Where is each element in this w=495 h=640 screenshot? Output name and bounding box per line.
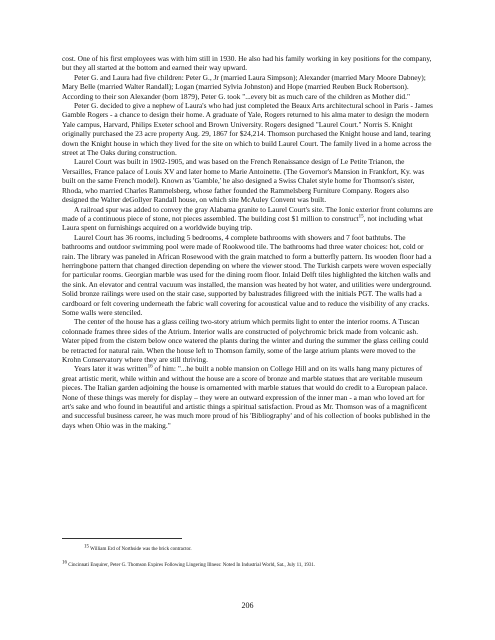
footnote-16: $^{16}$ Cincinnati Enquirer, Peter G. Thomson Expires Following Lingering Illness: Noted In Industrial World, Sat., July 11, 1931. bbox=[62, 560, 316, 568]
paragraph: A railroad spur was added to convey the gray Alabama granite to Laurel Court's site. The Ionic exterior front columns are made of a continuous piece of stone, not pieces assembled. The building cost $1 million to construct$^{15}$, not including what Laura spent on furnishings acquired on a worldwide buying trip. bbox=[62, 204, 433, 233]
body-text bbox=[62, 54, 434, 430]
paragraph: Laurel Court was built in 1902-1905, and was based on the French Renaissance design of Le Petite Trianon, the Versailles, France palace of Louis XV and later home to Marie Antoinette. (The Governor's Mansion in Frankfort, Ky. was built on the same French model). Known as 'Gamble,' he also designed a Swiss Chalet style home for Thomson's sister, Rhoda, who married Charles Rammelsberg, whose father founded the Rammelsberg Furniture Company. Rogers also designed the Walter deGollyer Randall house, on which site McAuley Convent was built. bbox=[62, 157, 425, 205]
paragraph: The center of the house has a glass ceiling two-story atrium which permits light to enter the interior rooms. A Tuscan colonnade frames three sides of the Atrium. Interior walls are constructed of polychromic brick made from volcanic ash. Water piped from the cistern below once watered the plants during the winter and during the summer the glass ceiling could be retracted for natural rain. When the house left to Thomson family, some of the large atrium plants were moved to the Krohn Conservatory where they are still thriving. bbox=[62, 317, 429, 364]
page-number: 206 bbox=[241, 601, 254, 610]
paragraph: Peter G. decided to give a nephew of Laura's who had just completed the Beaux Arts architectural school in Paris - James Gamble Rogers - a chance to design their home. A graduate of Yale, Rogers returned to his alma mater to design the modern Yale campus, Harvard, Philips Exeter school and Brown University. Rogers designed "Laurel Court." Norris S. Knight originally purchased the 23 acre property Aug. 29, 1867 for $24,214. Thomson purchased the Knight house and land, tearing down the Knight house in which they lived for the site on which to build Laurel Court. The family lived in a home across the street at The Oaks during construction. bbox=[62, 101, 433, 158]
footnote-ref-15: 15 bbox=[358, 214, 364, 220]
footnotes bbox=[62, 546, 434, 578]
paragraph: Peter G. and Laura had five children: Peter G., Jr (married Laura Simpson); Alexander (married Mary Moore Dabney); Mary Belle (married Walter Randall); Logan (married Sylvia Johnston) and Hope (married Reuben Buck Robertson). According to their son Alexander (born 1879), Peter G. took "...every bit as much care of the children as Mother did." bbox=[62, 72, 426, 101]
footnote-divider bbox=[62, 538, 182, 539]
paragraph: cost. One of his first employees was with him still in 1930. He also had his family working in key positions for the company, but they all started at the bottom and earned their way upward. bbox=[62, 54, 432, 73]
footnote-15: $^{15}$ William Erd of Northside was the brick contractor. bbox=[84, 544, 192, 552]
paragraph: Laurel Court has 36 rooms, including 5 bedrooms, 4 complete bathrooms with showers and 7 foot bathtubs. The bathrooms and outdoor swimming pool were made of Rookwood tile. The bathrooms had three water choices: hot, cold or rain. The library was paneled in African Rosewood with the grain matched to form a butterfly pattern. Its wooden floor had a herringbone pattern that changed direction depending on where the viewer stood. The Turkish carpets were woven especially for particular rooms. Georgian marble was used for the dining room floor. Inlaid Delft tiles highlighted the kitchen walls and the sink. An elevator and central vacuum was installed, the mansion was heated by hot water, and utilities were underground. Solid bronze railings were used on the stair case, supported by balustrades filigreed with the initials PGT. The walls had a cardboard or felt covering underneath the fabric wall covering for acoustical value and to reduce the visibility of any cracks. Some walls were stenciled. bbox=[62, 232, 432, 317]
paragraph: Years later it was written$^{16}$ of him: "...he built a noble mansion on College Hill and on its walls hang many pictures of great artistic merit, while within and without the house are a score of bronze and marble statues that are veritable museum pieces. The Italian garden adjoining the house is ornamented with marble statues that would do credit to a European palace. None of these things was merely for display – they were an outward expression of the inner man - a man who loved art for art's sake and who found in beautiful and artistic things a spiritual satisfaction. Proud as Mr. Thomson was of a magnificent and successful business career, he was much more proud of his 'Bibliography' and of his collection of books published in the days when Ohio was in the making." bbox=[62, 364, 431, 430]
footnote-ref-16: 16 bbox=[147, 364, 153, 370]
